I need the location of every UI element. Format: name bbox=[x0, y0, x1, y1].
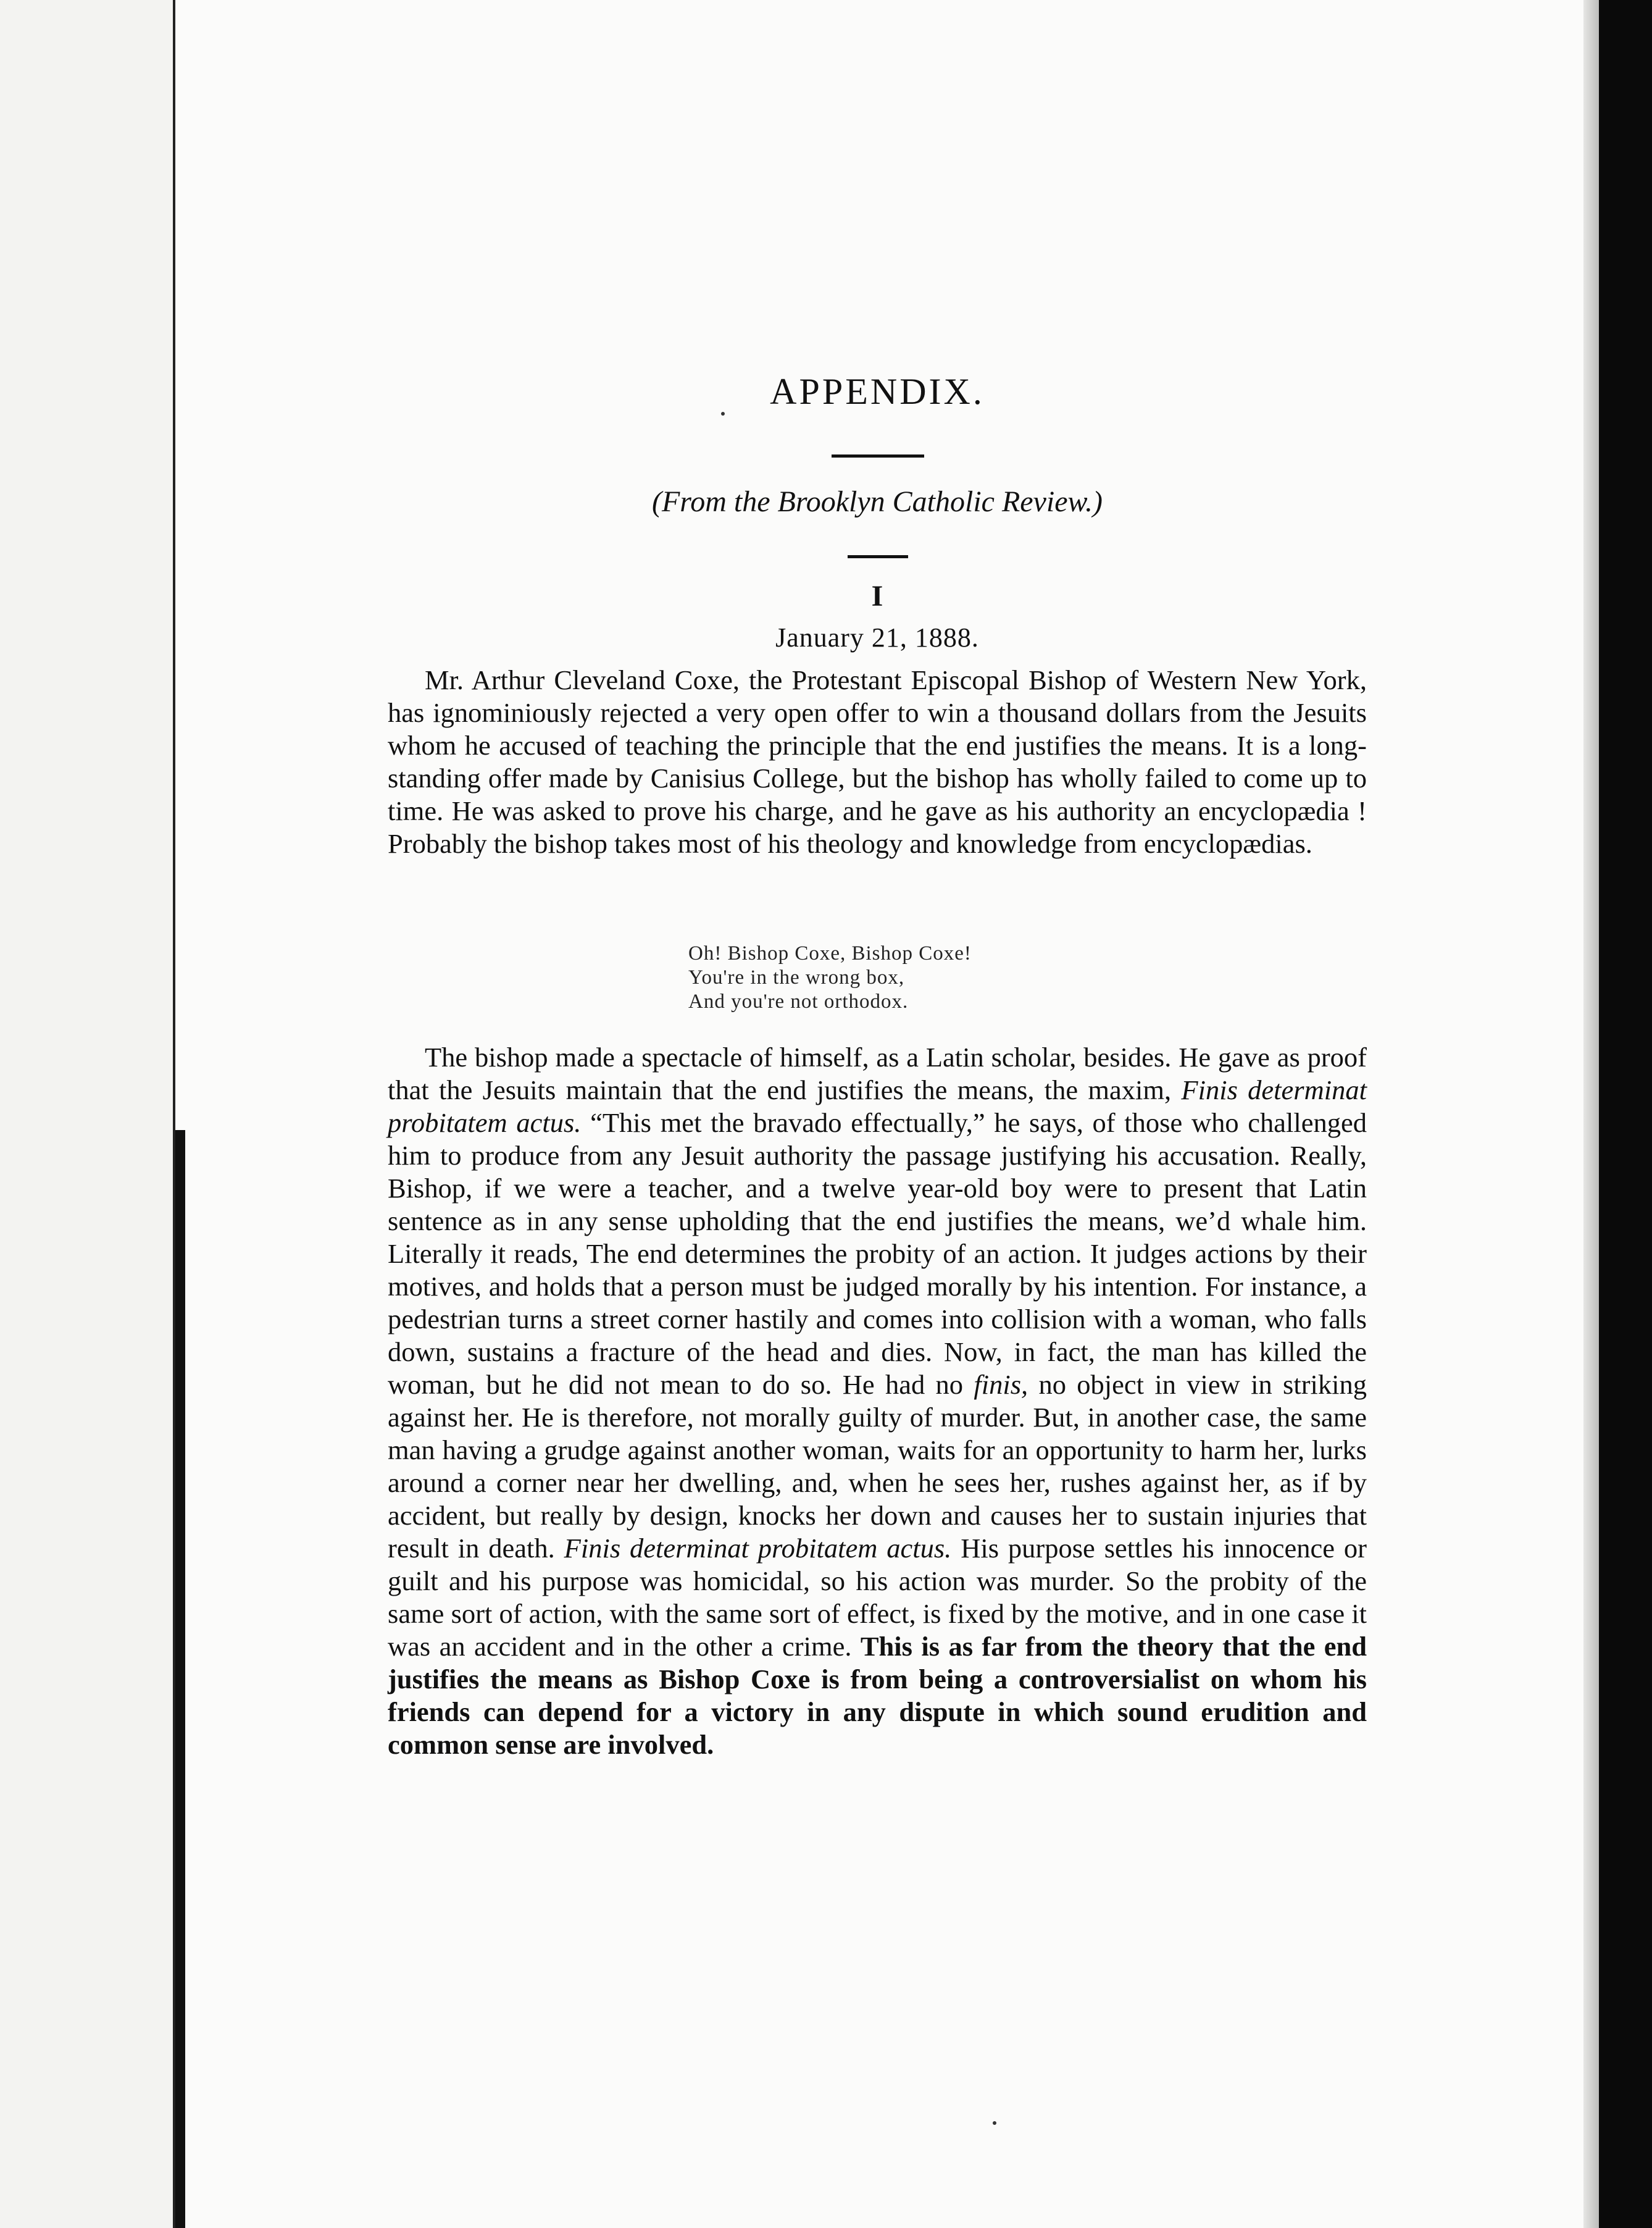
paragraph-2-part-3: no object in view in striking against her. He is therefore, not morally guilty of murder. But, in another case, the same man having a grudge against another woman, waits for an opportunity to harm her, lurks around a corner near her dwelling, and, when he sees her, rushes against her, as if by accident, but really by design, knocks her down and causes her to sustain injuries that result in death. bbox=[388, 1369, 1367, 1564]
page-title: APPENDIX. bbox=[770, 371, 985, 412]
source-line: (From the Brooklyn Catholic Review.) bbox=[651, 485, 1103, 518]
paragraph-2-part-1: The bishop made a spectacle of himself, as a Latin scholar, besides. He gave as proof that the Jesuits maintain that the end justifies the means, the maxim, bbox=[388, 1042, 1367, 1105]
previous-page-margin bbox=[0, 0, 173, 2228]
scan-border bbox=[1599, 0, 1652, 2228]
paragraph-1: Mr. Arthur Cleveland Coxe, the Protestant Episcopal Bishop of Western New York, has ignominiously rejected a very open offer to win a thousand dollars from the Jesuits whom he accused of teaching the principle that the end justifies the means. It is a long-standing offer made by Canisius College, but the bishop has wholly failed to come up to time. He was asked to prove his charge, and he gave as his authority an encyclopædia ! Probably the bishop takes most of his theology and knowledge from encyclopædias. bbox=[388, 664, 1367, 859]
paragraph-2-closing: This is as far from the theory that the end justifies the means as Bishop Coxe is from being a controversialist on whom his friends can depend for a victory in any dispute in which sound erudition and common sense are involved. bbox=[388, 1631, 1367, 1760]
latin-maxim-1: Finis determinat probitatem actus. bbox=[388, 1074, 1367, 1138]
ink-speck bbox=[721, 412, 725, 416]
binding-shadow bbox=[175, 1130, 185, 2228]
source-rule bbox=[848, 555, 908, 558]
latin-finis: finis, bbox=[974, 1369, 1028, 1400]
section-date: January 21, 1888. bbox=[775, 622, 979, 653]
paragraph-2-part-4: His purpose settles his innocence or guilt and his purpose was homicidal, so his action was murder. So the probity of the same sort of action, with the same sort of effect, is fixed by the motive, and in one case it was an accident and in the other a crime. bbox=[388, 1533, 1367, 1662]
title-rule bbox=[832, 454, 924, 458]
page-edge-shadow bbox=[1583, 0, 1599, 2228]
verse bbox=[688, 942, 972, 1014]
verse-line-1: Oh! Bishop Coxe, Bishop Coxe! bbox=[688, 942, 972, 965]
verse-line-2: You're in the wrong box, bbox=[688, 966, 905, 989]
ink-speck bbox=[993, 2121, 996, 2125]
paragraph-2-part-2: “This met the bravado effectually,” he says, of those who challenged him to produce from any Jesuit authority the passage justifying his accusation. Really, Bishop, if we were a teacher, and a twelve year-old boy were to present that Latin sentence as in any sense upholding that the end justifies the means, we’d whale him. Literally it reads, The end determines the probity of an action. It judges actions by their motives, and holds that a person must be judged morally by his intention. For instance, a pedestrian turns a street corner hastily and comes into collision with a woman, who falls down, sustains a fracture of the head and dies. Now, in fact, the man has killed the woman, but he did not mean to do so. He had no bbox=[388, 1107, 1367, 1400]
paragraph-2 bbox=[388, 1041, 1367, 1761]
section-numeral: I bbox=[871, 580, 883, 613]
verse-line-3: And you're not orthodox. bbox=[688, 990, 909, 1013]
latin-maxim-2: Finis determinat probitatem actus. bbox=[564, 1533, 952, 1564]
